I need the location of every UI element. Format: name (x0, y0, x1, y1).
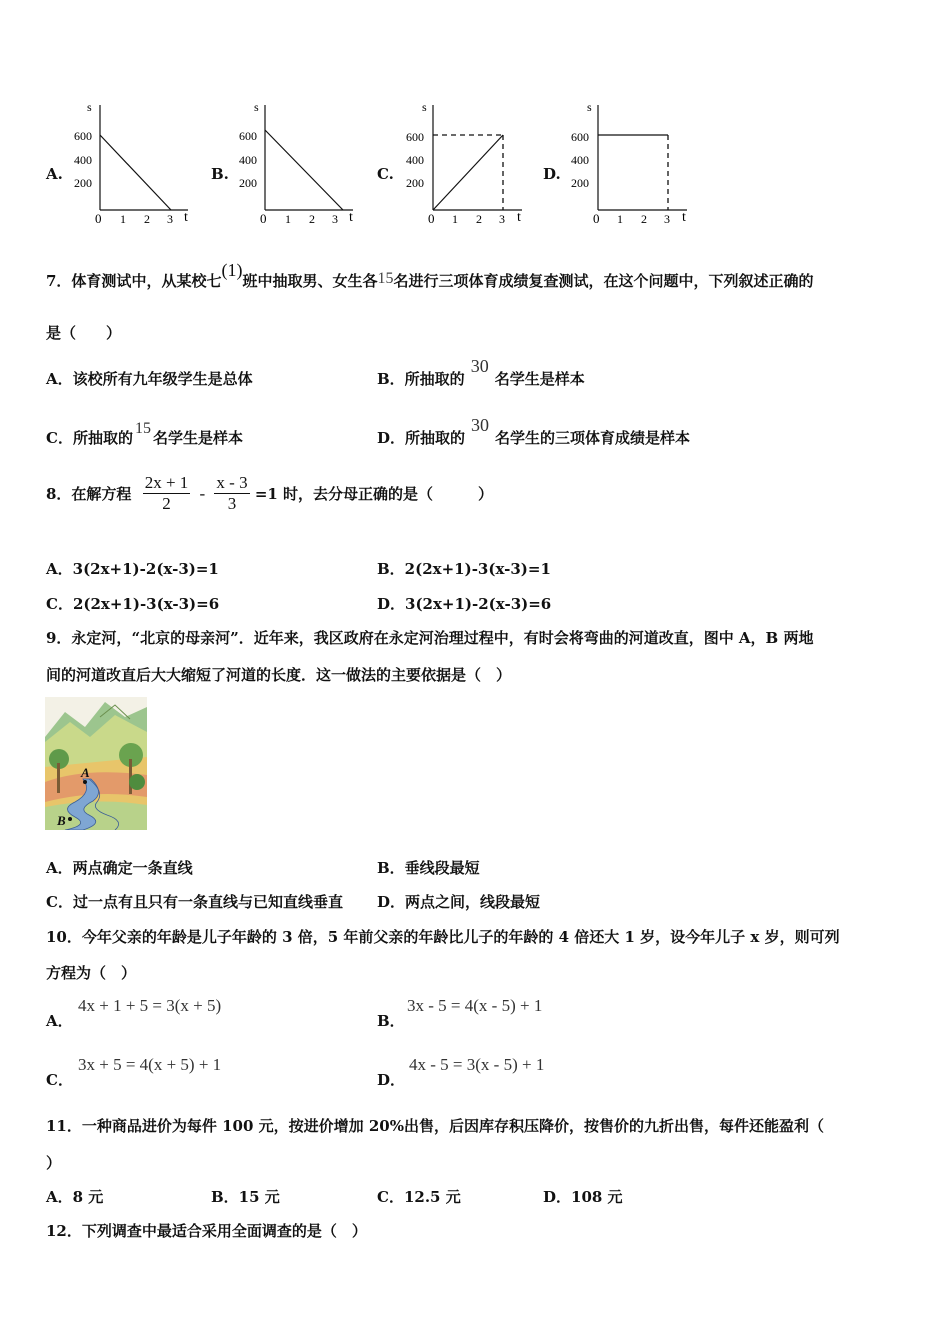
graph-b-xtick-1: 1 (285, 212, 291, 226)
graph-a-tick-400: 400 (74, 153, 92, 167)
q8-option-a[interactable]: A．3(2x+1)-2(x-3)=1 (46, 560, 219, 578)
q8-option-c[interactable]: C．2(2x+1)-3(x-3)=6 (46, 595, 220, 613)
graph-a-tick-200: 200 (74, 176, 92, 190)
q7-option-c[interactable]: C．所抽取的15名学生是样本 (46, 420, 243, 447)
graph-d-y-label: s (587, 100, 592, 114)
graph-b-xtick-0: 0 (260, 211, 267, 226)
q8-option-b[interactable]: B．2(2x+1)-3(x-3)=1 (377, 560, 551, 578)
q10-option-c-letter[interactable]: C． (46, 1071, 73, 1089)
graph-c-xtick-2: 2 (476, 212, 482, 226)
graph-c-xtick-0: 0 (428, 211, 435, 226)
graph-b (233, 95, 363, 230)
graph-c-letter: C. (377, 165, 394, 183)
graph-c-xtick-1: 1 (452, 212, 458, 226)
graph-d-xtick-3: 3 (664, 212, 670, 226)
q7-option-b[interactable]: B．所抽取的30名学生是样本 (377, 356, 585, 388)
graph-b-letter: B. (211, 165, 229, 183)
q10-option-d-equation: 4x - 5 = 3(x - 5) + 1 (409, 1055, 545, 1074)
graph-c-line (433, 135, 503, 210)
q9-option-b[interactable]: B．垂线段最短 (377, 859, 480, 877)
q10-option-d-letter[interactable]: D． (377, 1071, 406, 1089)
q10-option-a-equation: 4x + 1 + 5 = 3(x + 5) (78, 996, 222, 1015)
q9-option-a[interactable]: A．两点确定一条直线 (46, 859, 193, 877)
q7-option-d[interactable]: D．所抽取的30名学生的三项体育成绩是样本 (377, 415, 691, 447)
q7-stem-line1: 7．体育测试中，从某校七(1)班中抽取男、女生各15名进行三项体育成绩复查测试，在这个问题中，下列叙述正确的 (46, 260, 814, 290)
q8-stem: 8．在解方程 $\frac{2x + 1}{2}$ - $\frac{x - 3}{3}$ =1 时，去分母正确的是（ ） (46, 473, 494, 513)
graph-d-xtick-2: 2 (641, 212, 647, 226)
q10-stem-line2: 方程为（ ） (46, 964, 137, 982)
graph-d-tick-200: 200 (571, 176, 589, 190)
graph-a-xtick-3: 3 (167, 212, 173, 226)
river-illustration (45, 697, 147, 830)
graph-b-xtick-2: 2 (309, 212, 315, 226)
q10-option-a-letter[interactable]: A． (46, 1012, 73, 1030)
q7-option-a[interactable]: A．该校所有九年级学生是总体 (46, 370, 253, 388)
graph-d-xtick-1: 1 (617, 212, 623, 226)
q11-stem-line1: 11．一种商品进价为每件 100 元，按进价增加 20%出售，后因库存积压降价，按售价的九折出售，每件还能盈利（ (46, 1117, 824, 1135)
graph-b-y-label: s (254, 100, 259, 114)
graph-b-tick-200: 200 (239, 176, 257, 190)
graph-a-xtick-2: 2 (144, 212, 150, 226)
graph-d-tick-600: 600 (571, 130, 589, 144)
point-b-marker (68, 817, 72, 821)
graph-d-letter: D. (543, 165, 561, 183)
graph-a-xtick-1: 1 (120, 212, 126, 226)
graph-b-tick-400: 400 (239, 153, 257, 167)
graph-c-x-label: t (517, 210, 521, 225)
q11-option-c[interactable]: C．12.5 元 (377, 1188, 461, 1206)
graph-a (68, 95, 198, 230)
q11-stem-line2: ） (46, 1154, 62, 1172)
q12-stem: 12．下列调查中最适合采用全面调查的是（ ） (46, 1222, 367, 1240)
graph-a-y-label: s (87, 100, 92, 114)
q10-option-c-equation: 3x + 5 = 4(x + 5) + 1 (78, 1055, 222, 1074)
graph-c-tick-400: 400 (406, 153, 424, 167)
graph-d (565, 95, 695, 230)
q11-option-a[interactable]: A．8 元 (46, 1188, 104, 1206)
q7-stem-line2: 是（ ） (46, 324, 122, 342)
q8-fraction-1: $\frac{2x + 1}{2}$ (144, 473, 189, 513)
q9-option-c[interactable]: C．过一点有且只有一条直线与已知直线垂直 (46, 893, 343, 911)
graph-a-tick-600: 600 (74, 129, 92, 143)
point-a-marker (83, 780, 87, 784)
graph-c-y-label: s (422, 100, 427, 114)
q10-option-b-equation: 3x - 5 = 4(x - 5) + 1 (407, 996, 543, 1015)
graph-b-tick-600: 600 (239, 129, 257, 143)
graph-c-tick-200: 200 (406, 176, 424, 190)
graph-b-line (265, 130, 343, 210)
graph-a-x-label: t (184, 210, 188, 225)
graph-d-x-label: t (682, 210, 686, 225)
q8-option-d[interactable]: D．3(2x+1)-2(x-3)=6 (377, 595, 552, 613)
q10-stem-line1: 10．今年父亲的年龄是儿子年龄的 3 倍，5 年前父亲的年龄比儿子的年龄的 4 倍还大 1 岁，设今年儿子 x 岁，则可列 (46, 928, 840, 946)
graph-a-letter: A. (46, 165, 63, 183)
point-a-label: A (81, 765, 90, 780)
q7-class-number: (1) (221, 260, 243, 280)
graph-d-tick-400: 400 (571, 153, 589, 167)
graph-a-line (100, 135, 171, 210)
graph-b-xtick-3: 3 (332, 212, 338, 226)
q10-option-b-letter[interactable]: B． (377, 1012, 405, 1030)
graph-c-tick-600: 600 (406, 130, 424, 144)
q9-stem-line1: 9．永定河，“北京的母亲河”．近年来，我区政府在永定河治理过程中，有时会将弯曲的河道改直，图中 A，B 两地 (46, 629, 814, 647)
graph-c-xtick-3: 3 (499, 212, 505, 226)
graph-a-xtick-0: 0 (95, 211, 102, 226)
graph-c (400, 95, 530, 230)
q11-option-b[interactable]: B．15 元 (211, 1188, 280, 1206)
q9-option-d[interactable]: D．两点之间，线段最短 (377, 893, 541, 911)
q11-option-d[interactable]: D．108 元 (543, 1188, 623, 1206)
q8-fraction-2: $\frac{x - 3}{3}$ (216, 473, 248, 513)
graph-b-x-label: t (349, 210, 353, 225)
graph-d-xtick-0: 0 (593, 211, 600, 226)
q7-count: 15 (377, 270, 394, 287)
q9-stem-line2: 间的河道改直后大大缩短了河道的长度．这一做法的主要依据是（ ） (46, 666, 512, 684)
point-b-label: B (57, 813, 66, 828)
